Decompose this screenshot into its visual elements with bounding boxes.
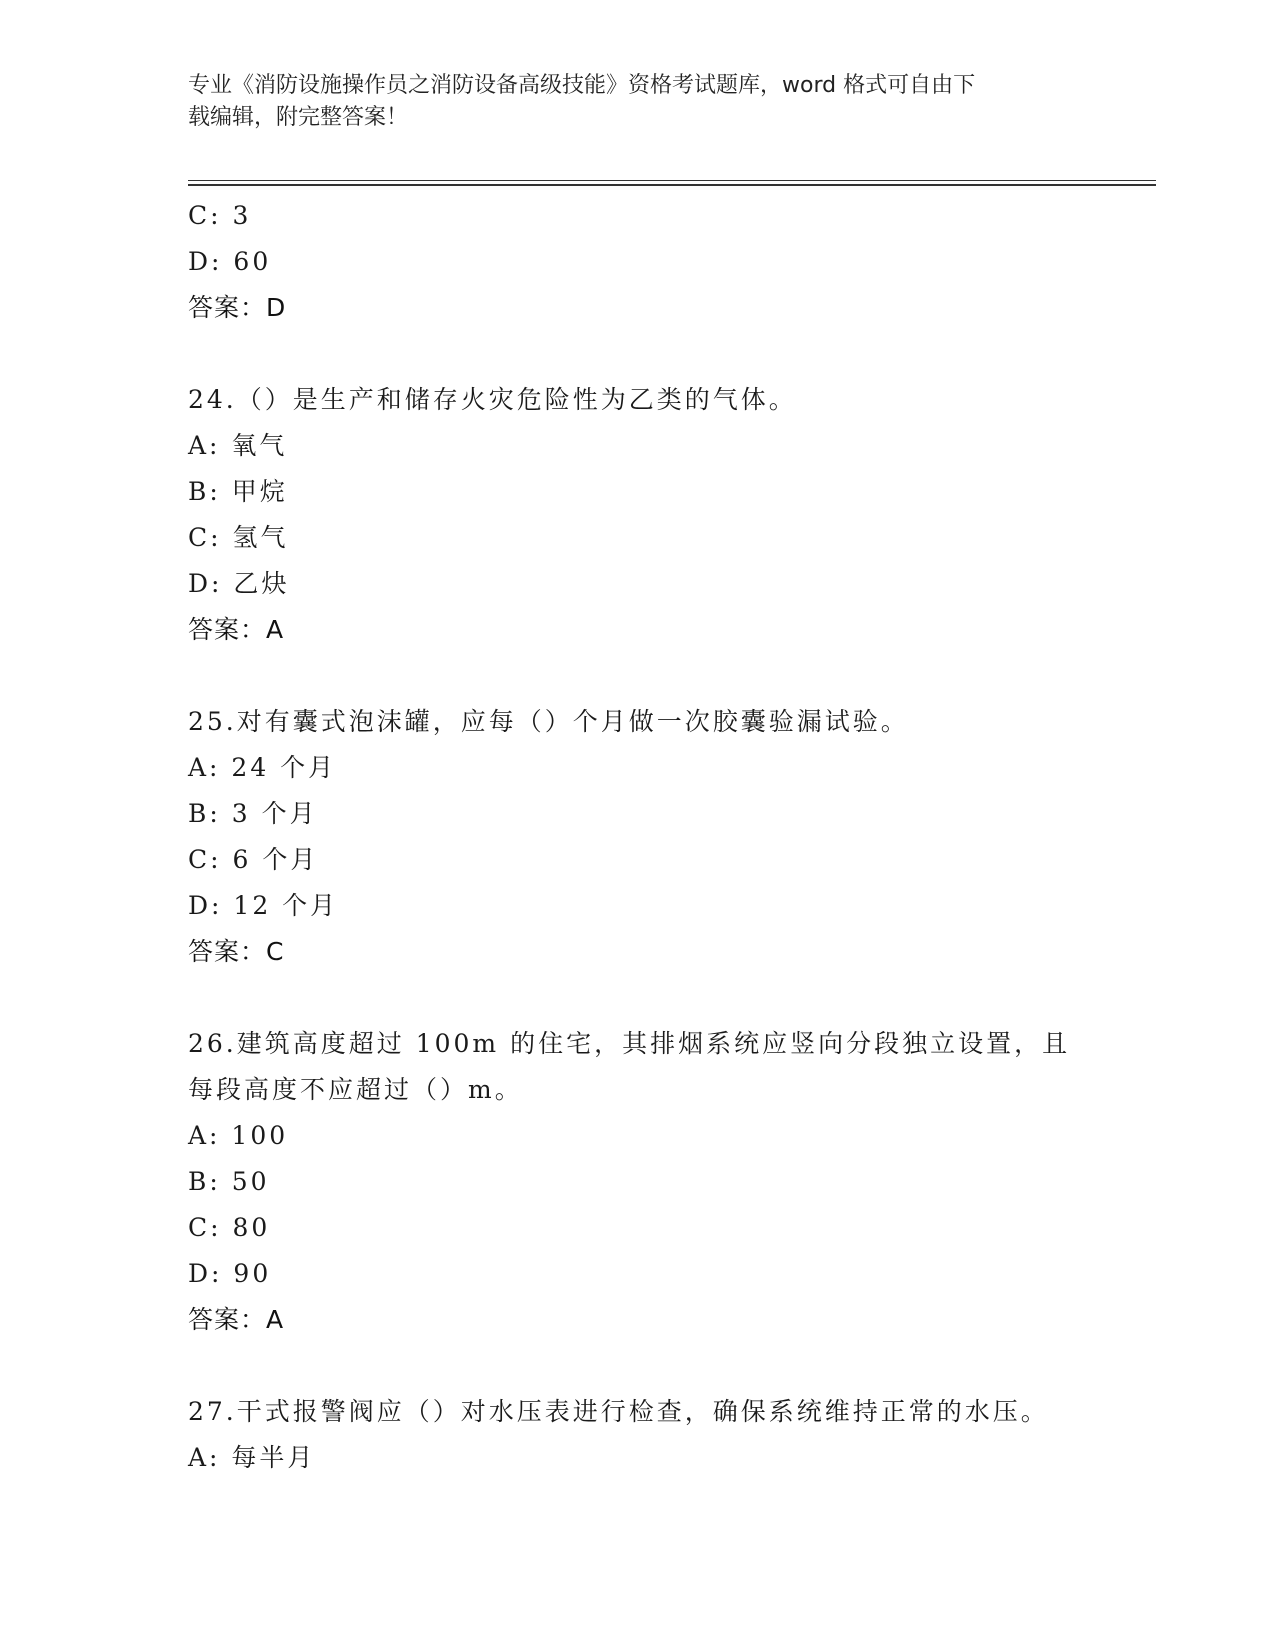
header-line-2: 载编辑，附完整答案！ [188,105,409,130]
option-b: B: 3 个月 [188,799,318,828]
question-list [188,193,1156,1481]
option-d: D: 乙炔 [188,569,290,598]
option-a: A: 24 个月 [188,753,337,782]
question-stem: 25.对有囊式泡沫罐，应每（）个月做一次胶囊验漏试验。 [188,707,909,736]
header-line-1: 专业《消防设施操作员之消防设备高级技能》资格考试题库，word 格式可自由下 [188,73,976,98]
answer-line: 答案：A [188,615,285,644]
option-a: A: 氧气 [188,431,288,460]
option-b: B: 50 [188,1167,270,1196]
spacer [188,975,1156,1021]
spacer [188,331,1156,377]
option-c: C: 6 个月 [188,845,319,874]
question-stem: 26.建筑高度超过 100m 的住宅，其排烟系统应竖向分段独立设置，且 [188,1029,1071,1058]
option-d: D: 60 [188,247,272,276]
question-stem: 24.（）是生产和储存火灾危险性为乙类的气体。 [188,385,797,414]
option-c: C: 氢气 [188,523,289,552]
question-stem: 27.干式报警阀应（）对水压表进行检查，确保系统维持正常的水压。 [188,1397,1049,1426]
answer-line: 答案：A [188,1305,285,1334]
option-d: D: 12 个月 [188,891,339,920]
spacer [188,1343,1156,1389]
document-header [188,70,1088,134]
header-divider-thin [188,180,1156,181]
spacer [188,653,1156,699]
option-c: C: 3 [188,201,252,230]
header-divider-thick [188,184,1156,186]
option-d: D: 90 [188,1259,272,1288]
option-a: A: 100 [188,1121,289,1150]
question-stem-continued: 每段高度不应超过（）m。 [188,1075,523,1104]
option-b: B: 甲烷 [188,477,288,506]
answer-line: 答案：C [188,937,285,966]
answer-line: 答案：D [188,293,287,322]
option-a: A: 每半月 [188,1443,316,1472]
option-c: C: 80 [188,1213,271,1242]
